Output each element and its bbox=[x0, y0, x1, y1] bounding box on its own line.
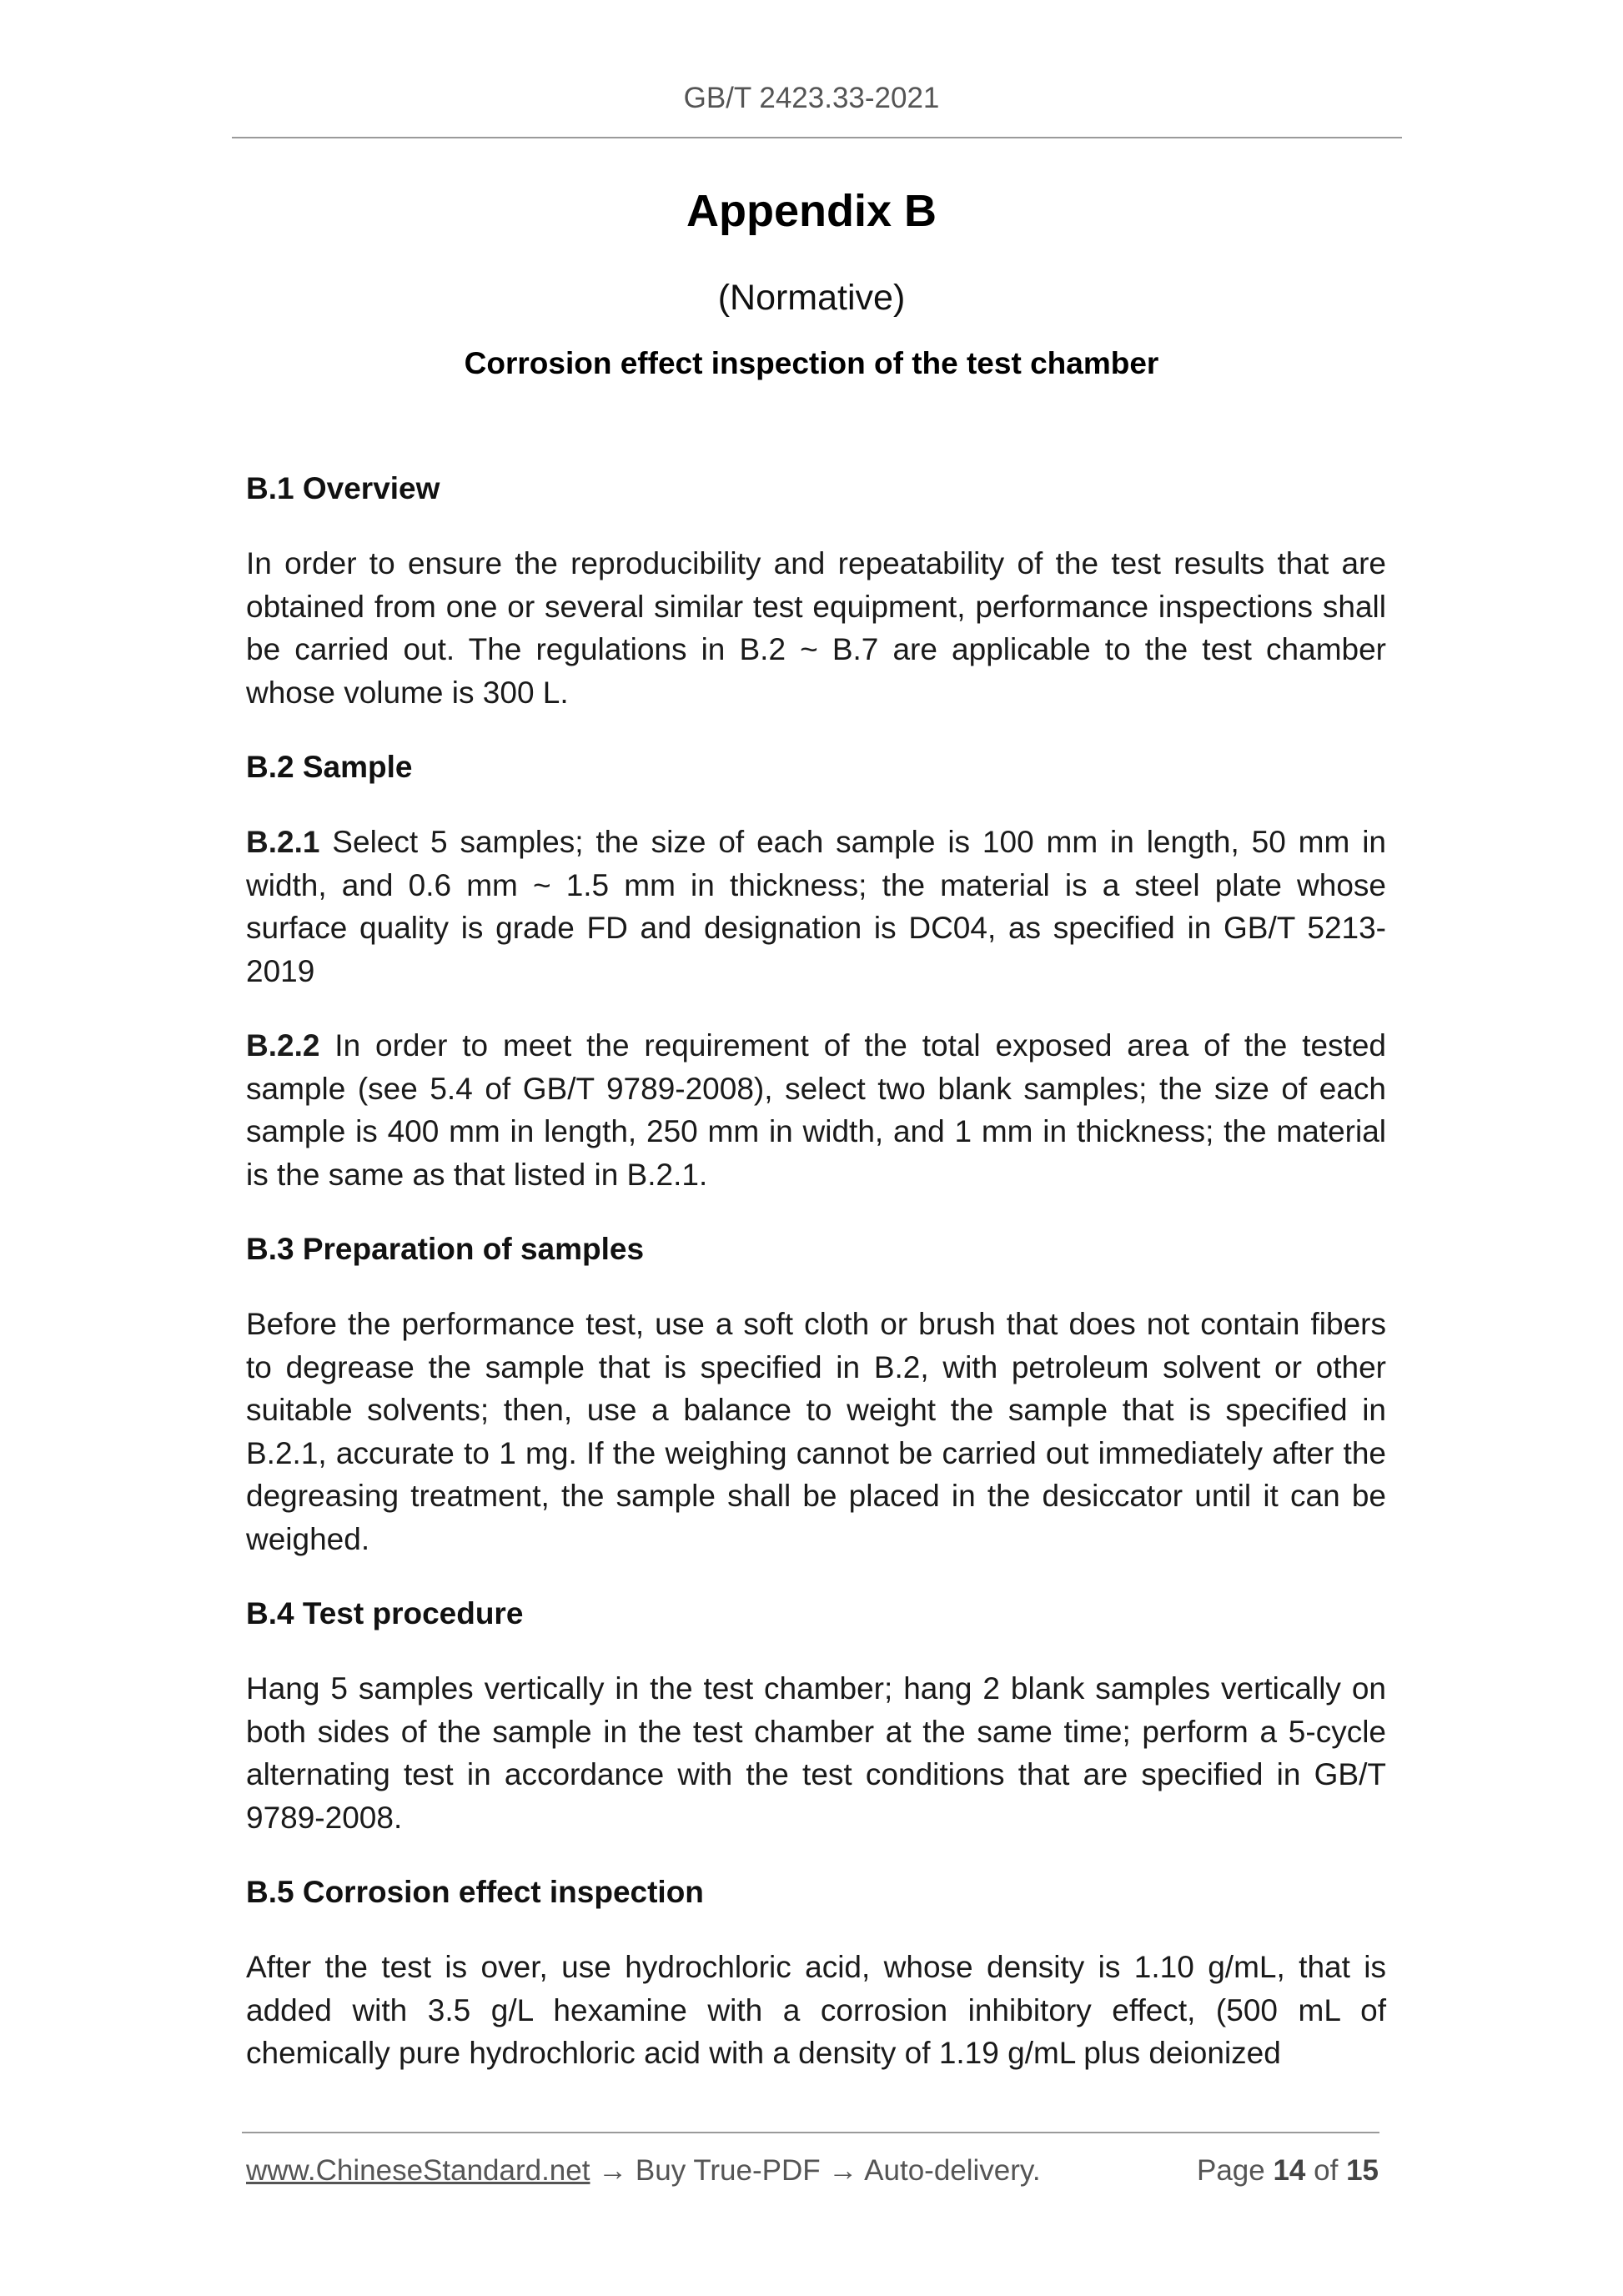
appendix-subtitle: Corrosion effect inspection of the test chamber bbox=[464, 346, 1159, 380]
paragraph-b2-1 bbox=[246, 821, 1386, 992]
appendix-type: (Normative) bbox=[717, 278, 906, 318]
paragraph-b5: After the test is over, use hydrochloric acid, whose density is 1.10 g/mL, that is added with 3.5 g/L hexamine with a corrosion inhibitory effect, (500 mL of chemically pure hydrochloric acid with a density of 1.19 g/mL plus deionized bbox=[246, 1950, 1386, 2070]
current-page-number: 14 bbox=[1273, 2154, 1306, 2187]
section-heading-b3: B.3 Preparation of samples bbox=[246, 1232, 645, 1266]
document-code-header: GB/T 2423.33-2021 bbox=[683, 82, 940, 114]
paragraph-b1: In order to ensure the reproducibility and repeatability of the test results that are obtained from one or several similar test equipment, performance inspections shall be carried out. The regulations in B.2 ~ B.7 are applicable to the test chamber whose volume is 300 L. bbox=[246, 546, 1386, 710]
clause-number-b2-1: B.2.1 bbox=[246, 825, 320, 859]
section-heading-b1: B.1 Overview bbox=[246, 471, 440, 505]
section-heading-b4: B.4 Test procedure bbox=[246, 1596, 524, 1630]
clause-text-b2-2: In order to meet the requirement of the total exposed area of the tested sample (see 5.4 of GB/T 9789-2008), select two blank samples; the size of each sample is 400 mm in length, 250 mm in width, and 1 mm in thickness; the material is the same as that listed in B.2.1. bbox=[246, 1028, 1386, 1192]
footer-promo bbox=[246, 2154, 1041, 2188]
website-link[interactable]: www.ChineseStandard.net bbox=[246, 2154, 590, 2187]
section-heading-b5: B.5 Corrosion effect inspection bbox=[246, 1875, 704, 1909]
header-divider bbox=[232, 137, 1402, 138]
clause-text-b2-1: Select 5 samples; the size of each sample is 100 mm in length, 50 mm in width, and 0.6 mm ~ 1.5 mm in thickness; the material is a steel plate whose surface quality is grade FD and designation is DC04, as specified in GB/T 5213-2019 bbox=[246, 825, 1386, 988]
page-of-label: of bbox=[1314, 2154, 1339, 2187]
page-label: Page bbox=[1196, 2154, 1265, 2187]
footer-promo-text: → Buy True-PDF → Auto-delivery. bbox=[590, 2154, 1041, 2187]
clause-number-b2-2: B.2.2 bbox=[246, 1028, 320, 1063]
footer-divider bbox=[242, 2132, 1379, 2133]
section-heading-b2: B.2 Sample bbox=[246, 750, 413, 784]
paragraph-b3: Before the performance test, use a soft cloth or brush that does not contain fibers to degrease the sample that is specified in B.2, with petroleum solvent or other suitable solvents; then, use a balance to weight the sample that is specified in B.2.1, accurate to 1 mg. If the weighing cannot be carried out immediately after the degreasing treatment, the sample shall be placed in the desiccator until it can be weighed. bbox=[246, 1307, 1386, 1556]
paragraph-b2-2 bbox=[246, 1024, 1386, 1196]
document-body bbox=[246, 467, 1386, 2075]
page-indicator bbox=[1197, 2154, 1379, 2188]
appendix-title: Appendix B bbox=[686, 186, 937, 236]
paragraph-b4: Hang 5 samples vertically in the test chamber; hang 2 blank samples vertically on both sides of the sample in the test chamber at the same time; perform a 5-cycle alternating test in accordance with the test conditions that are specified in GB/T 9789-2008. bbox=[246, 1671, 1386, 1835]
total-page-count: 15 bbox=[1346, 2154, 1379, 2187]
